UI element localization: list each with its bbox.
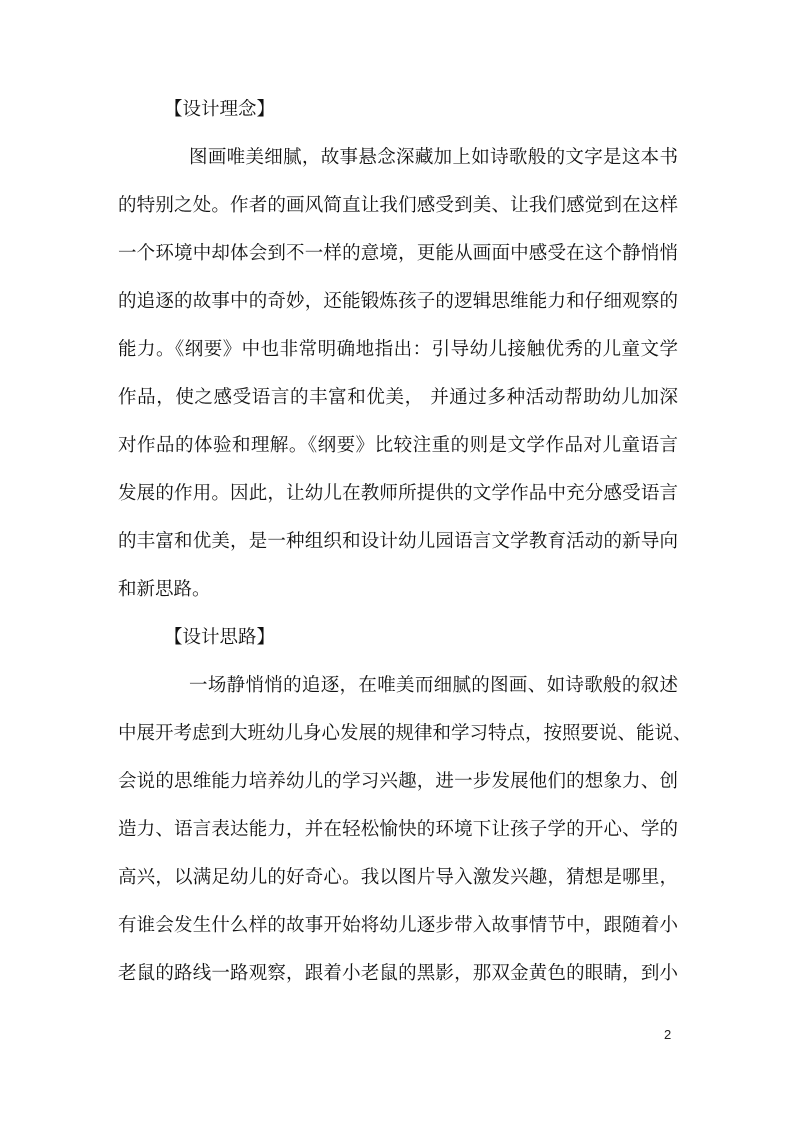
paragraph-line: 会说的思维能力培养幼儿的学习兴趣，进一步发展他们的想象力、创	[118, 771, 678, 792]
paragraph-line: 的特别之处。作者的画风简直让我们感受到美、让我们感觉到在这样	[118, 195, 678, 216]
paragraph-line: 高兴，以满足幼儿的好奇心。我以图片导入激发兴趣，猜想是哪里，	[118, 867, 678, 888]
paragraph-line: 的追逐的故事中的奇妙，还能锻炼孩子的逻辑思维能力和仔细观察的	[118, 291, 678, 312]
paragraph-line: 老鼠的路线一路观察，跟着小老鼠的黑影，那双金黄色的眼睛，到小	[118, 963, 678, 984]
paragraph-line: 有谁会发生什么样的故事开始将幼儿逐步带入故事情节中，跟随着小	[118, 915, 678, 936]
paragraph-line: 的丰富和优美，是一种组织和设计幼儿园语言文学教育活动的新导向	[118, 531, 678, 552]
paragraph-line: 能力。《纲要》中也非常明确地指出：引导幼儿接触优秀的儿童文学	[118, 339, 678, 360]
paragraph-line: 作品，使之感受语言的丰富和优美， 并通过多种活动帮助幼儿加深	[118, 387, 678, 408]
paragraph-line: 造力、语言表达能力，并在轻松愉快的环境下让孩子学的开心、学的	[118, 819, 678, 840]
paragraph-line: 一场静悄悄的追逐，在唯美而细腻的图画、如诗歌般的叙述	[189, 675, 678, 696]
page-number: 2	[664, 1027, 672, 1042]
paragraph-line: 图画唯美细腻，故事悬念深藏加上如诗歌般的文字是这本书	[189, 147, 678, 168]
paragraph-line: 和新思路。	[118, 579, 211, 600]
section-heading-design-approach: 【设计思路】	[164, 627, 276, 648]
paragraph-line: 中展开考虑到大班幼儿身心发展的规律和学习特点，按照要说、能说、	[118, 723, 692, 744]
section-heading-design-concept: 【设计理念】	[164, 99, 276, 120]
paragraph-line: 一个环境中却体会到不一样的意境，更能从画面中感受在这个静悄悄	[118, 243, 678, 264]
paragraph-line: 发展的作用。因此，让幼儿在教师所提供的文学作品中充分感受语言	[118, 483, 678, 504]
paragraph-line: 对作品的体验和理解。《纲要》比较注重的则是文学作品对儿童语言	[118, 435, 678, 456]
